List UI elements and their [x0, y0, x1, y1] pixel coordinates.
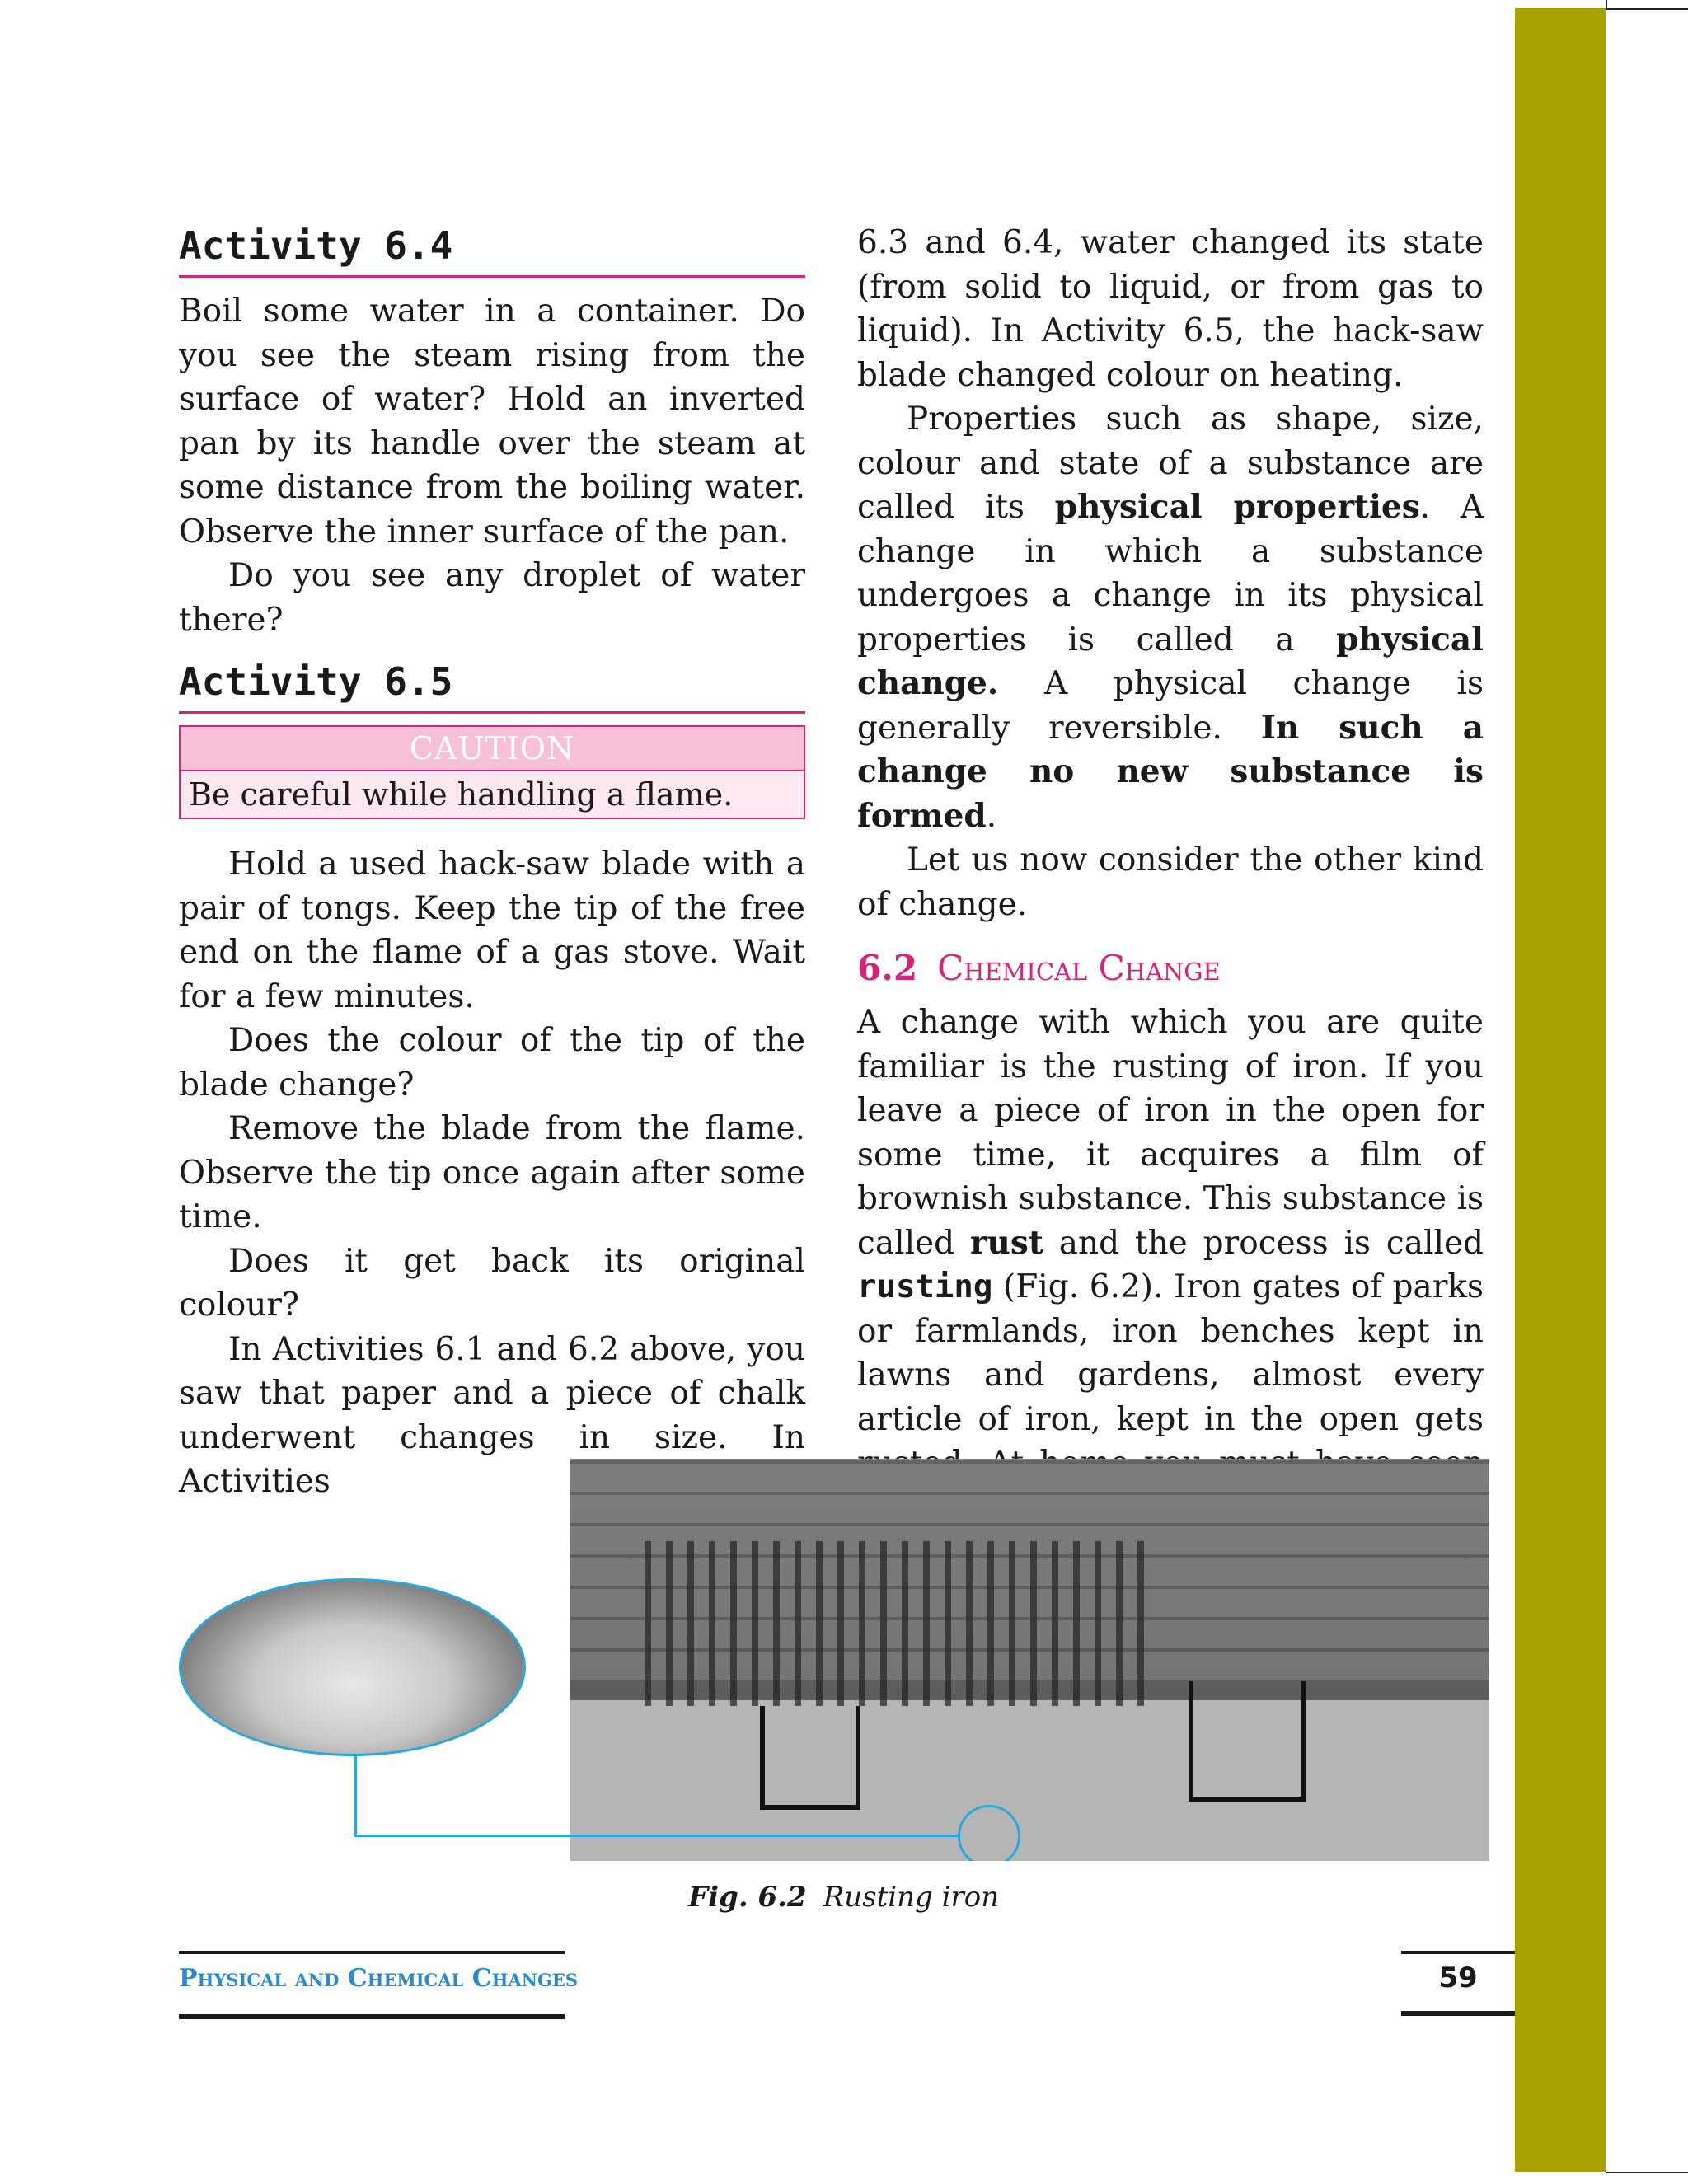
- crop-mark-top: [1606, 8, 1688, 10]
- section-title: Chemical Change: [937, 948, 1221, 988]
- text-run: and the process is called: [1043, 1224, 1484, 1262]
- caution-text: Be careful while handling a flame.: [181, 771, 804, 818]
- figure-caption: [688, 1881, 999, 1914]
- activity-6-4-paragraph-1: Boil some water in a container. Do you see the steam rising from the surface of water? Hold an inverted pan by its handle over the steam at some distance from the boiling water. Observe the inner surface of the pan.: [179, 293, 805, 551]
- term-physical-change: physical change.: [857, 620, 1484, 702]
- running-footer-title: Physical and Chemical Changes: [179, 1964, 579, 1993]
- crop-mark-top-vertical: [1606, 0, 1607, 10]
- text-run: . A change in which a substance undergoes a change in its physical properties is called a: [857, 489, 1484, 658]
- caution-box: [179, 725, 805, 819]
- activity-6-5-paragraph-2: Does the colour of the tip of the blade change?: [179, 1022, 805, 1104]
- rust-closeup-inset: [179, 1578, 526, 1756]
- activity-6-5-paragraph-5: In Activities 6.1 and 6.2 above, you saw that paper and a piece of chalk underwent changes in size. In Activities: [179, 1330, 805, 1500]
- right-column: [857, 221, 1484, 1574]
- rusting-iron-photo: [570, 1459, 1489, 1861]
- crop-mark-bottom: [1606, 2172, 1688, 2173]
- figure-label: Fig. 6.2: [688, 1881, 807, 1914]
- text-run: A change with which you are quite familiar is the rusting of iron. If you leave a piece of iron in the open for some time, it acquires a film of brownish substance. This substance is called: [857, 1004, 1484, 1262]
- right-paragraph-3: Let us now consider the other kind of change.: [857, 841, 1484, 923]
- page-number: 59: [1438, 1961, 1478, 1994]
- figure-caption-text: Rusting iron: [823, 1881, 1000, 1914]
- text-run: .: [986, 797, 997, 835]
- physical-change-paragraph: [857, 397, 1484, 838]
- term-physical-properties: physical properties: [1054, 488, 1420, 526]
- footer-rule: [1401, 2011, 1515, 2016]
- term-rusting: rusting: [857, 1268, 993, 1305]
- activity-6-4-paragraph-2: Do you see any droplet of water there?: [179, 557, 805, 639]
- connector-line: [354, 1754, 357, 1836]
- activity-6-4-heading: Activity 6.4: [179, 221, 805, 278]
- text-run: Properties such as shape, size, colour and state of a substance are called its: [857, 401, 1484, 526]
- caution-title: CAUTION: [181, 727, 804, 771]
- section-number: 6.2: [857, 948, 918, 988]
- right-paragraph-1: 6.3 and 6.4, water changed its state (from solid to liquid, or from gas to liquid). In Activity 6.5, the hack-saw blade changed colour on heating.: [857, 224, 1484, 394]
- text-run: A physical change is generally reversible.: [857, 665, 1484, 747]
- text-run: (Fig. 6.2). Iron gates of parks or farmlands, iron benches kept in lawns and gardens, almost every article of iron, kept in the open gets: [857, 1268, 1484, 1438]
- section-heading: [857, 944, 1484, 992]
- connector-line: [354, 1835, 958, 1837]
- key-statement: In such a change no new substance is formed: [857, 708, 1484, 835]
- footer-rule: [179, 1951, 565, 1954]
- iron-grille: [645, 1541, 1156, 1706]
- term-rust: rust: [969, 1223, 1043, 1262]
- activity-6-5-heading: Activity 6.5: [179, 657, 805, 714]
- iron-chair: [760, 1706, 860, 1810]
- page-edge-band: [1515, 8, 1606, 2172]
- footer-rule: [1401, 1951, 1515, 1954]
- magnifier-circle: [958, 1805, 1020, 1861]
- activity-6-5-paragraph-1: Hold a used hack-saw blade with a pair of tongs. Keep the tip of the free end on the flame of a gas stove. Wait for a few minutes.: [179, 846, 805, 1015]
- left-column: [179, 221, 805, 1504]
- iron-chair: [1189, 1681, 1306, 1802]
- activity-6-5-paragraph-3: Remove the blade from the flame. Observe the tip once again after some time.: [179, 1110, 805, 1235]
- activity-6-5-paragraph-4: Does it get back its original colour?: [179, 1242, 805, 1324]
- footer-rule: [179, 2014, 565, 2019]
